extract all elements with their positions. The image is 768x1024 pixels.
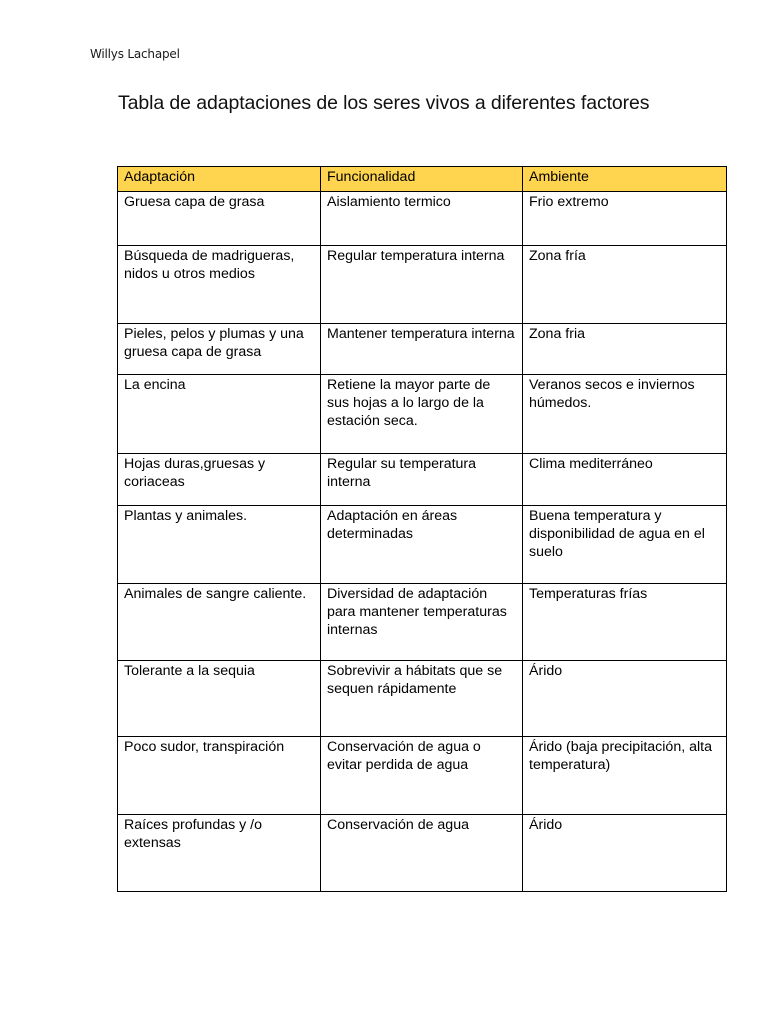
cell-funcionalidad: Regular temperatura interna [321, 246, 523, 324]
cell-funcionalidad: Diversidad de adaptación para mantener temperaturas internas [321, 584, 523, 661]
table-row [118, 815, 727, 892]
table-row [118, 246, 727, 324]
table-row [118, 661, 727, 737]
cell-funcionalidad: Conservación de agua o evitar perdida de agua [321, 737, 523, 815]
cell-ambiente: Árido (baja precipitación, alta temperatura) [523, 737, 727, 815]
cell-adaptacion: Hojas duras,gruesas y coriaceas [118, 454, 321, 506]
cell-funcionalidad: Sobrevivir a hábitats que se sequen rápidamente [321, 661, 523, 737]
cell-adaptacion: Plantas y animales. [118, 506, 321, 584]
cell-ambiente: Árido [523, 815, 727, 892]
cell-ambiente: Zona fria [523, 324, 727, 375]
cell-adaptacion: Animales de sangre caliente. [118, 584, 321, 661]
cell-ambiente: Frio extremo [523, 192, 727, 246]
table-row [118, 454, 727, 506]
cell-adaptacion: Tolerante a la sequia [118, 661, 321, 737]
header-ambiente: Ambiente [523, 167, 727, 192]
cell-ambiente: Árido [523, 661, 727, 737]
cell-ambiente: Veranos secos e inviernos húmedos. [529, 377, 695, 411]
cell-funcionalidad: Aislamiento termico [321, 192, 523, 246]
cell-adaptacion: La encina [118, 375, 321, 454]
adaptations-table [117, 166, 727, 892]
cell-funcionalidad: Mantener temperatura interna [321, 324, 523, 375]
cell-funcionalidad: Adaptación en áreas determinadas [321, 506, 523, 584]
cell-funcionalidad: Retiene la mayor parte de sus hojas a lo largo de la estación seca. [321, 375, 523, 454]
document-title: Tabla de adaptaciones de los seres vivos a diferentes factores [118, 92, 650, 114]
table-row [118, 324, 727, 375]
cell-ambiente: Buena temperatura y disponibilidad de agua en el suelo [523, 506, 727, 584]
cell-ambiente: Clima mediterráneo [523, 454, 727, 506]
cell-adaptacion: Pieles, pelos y plumas y una gruesa capa de grasa [118, 324, 321, 375]
table-header-row [118, 167, 727, 192]
table-row [118, 506, 727, 584]
cell-adaptacion: Raíces profundas y /o extensas [118, 815, 321, 892]
cell-funcionalidad: Conservación de agua [321, 815, 523, 892]
table-row [118, 192, 727, 246]
header-funcionalidad: Funcionalidad [321, 167, 523, 192]
cell-funcionalidad: Regular su temperatura interna [321, 454, 523, 506]
cell-adaptacion: Poco sudor, transpiración [118, 737, 321, 815]
cell-ambiente: Zona fría [523, 246, 727, 324]
author-name: Willys Lachapel [90, 47, 180, 61]
cell-adaptacion: Gruesa capa de grasa [118, 192, 321, 246]
table-row [118, 375, 727, 454]
table-row [118, 584, 727, 661]
cell-ambiente: Temperaturas frías [523, 584, 727, 661]
cell-ambiente-climate [523, 375, 727, 454]
cell-adaptacion: Búsqueda de madrigueras, nidos u otros medios [118, 246, 321, 324]
table-row [118, 737, 727, 815]
header-adaptacion: Adaptación [118, 167, 321, 192]
